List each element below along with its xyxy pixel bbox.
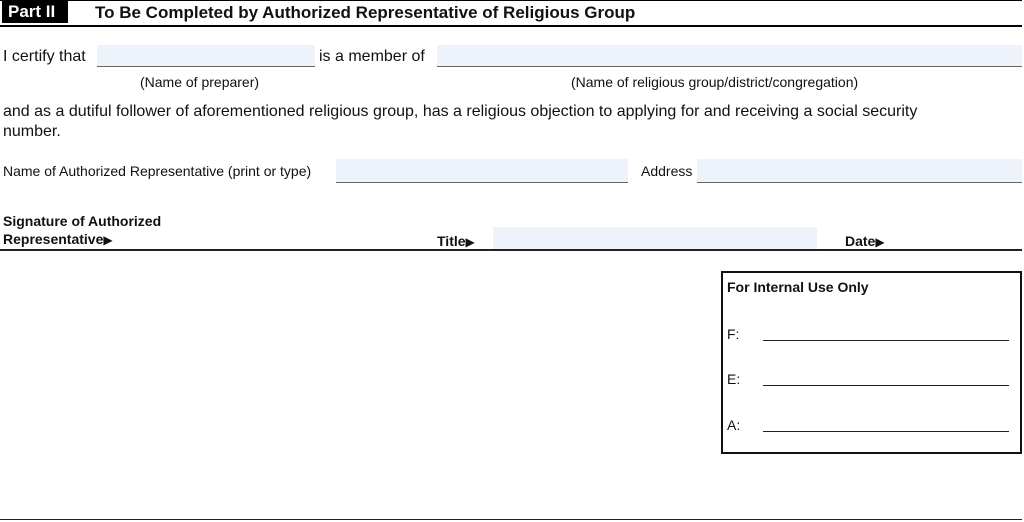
part-label: Part II [2,1,68,23]
statement-line-2: number. [3,123,61,140]
preparer-caption: (Name of preparer) [140,74,260,90]
address-label: Address [641,163,693,179]
a-line[interactable] [763,431,1009,432]
a-label: A: [727,417,741,433]
date-label-text: Date [845,233,876,249]
signature-label-text: Representative [3,231,104,247]
internal-use-heading: For Internal Use Only [727,279,869,295]
group-caption: (Name of religious group/district/congregation) [571,74,859,90]
rep-name-label: Name of Authorized Representative (print or type) [3,163,312,179]
signature-label-line-1: Signature of Authorized [3,213,162,229]
preparer-name-field[interactable] [97,45,315,67]
bottom-rule [0,519,1022,520]
address-field[interactable] [697,159,1022,183]
rep-name-field[interactable] [336,159,628,183]
title-field[interactable] [493,227,817,249]
member-of-text: is a member of [319,48,425,65]
e-label: E: [727,371,741,387]
religious-group-field[interactable] [437,45,1022,67]
e-line[interactable] [763,385,1009,386]
title-label-text: Title [437,233,466,249]
certify-prefix: I certify that [3,48,86,65]
part-title: To Be Completed by Authorized Representative of Religious Group [95,3,636,22]
f-label: F: [727,326,740,342]
f-line[interactable] [763,340,1009,341]
signature-label-line-2 [3,230,113,249]
statement-line-1: and as a dutiful follower of aforementioned religious group, has a religious objection to applying for and receiving a social security [3,103,918,120]
internal-use-box [721,271,1022,454]
arrow-right-icon: ▶ [465,235,475,249]
arrow-right-icon: ▶ [103,233,113,247]
arrow-right-icon: ▶ [875,235,885,249]
signature-line-thick [0,250,1022,251]
